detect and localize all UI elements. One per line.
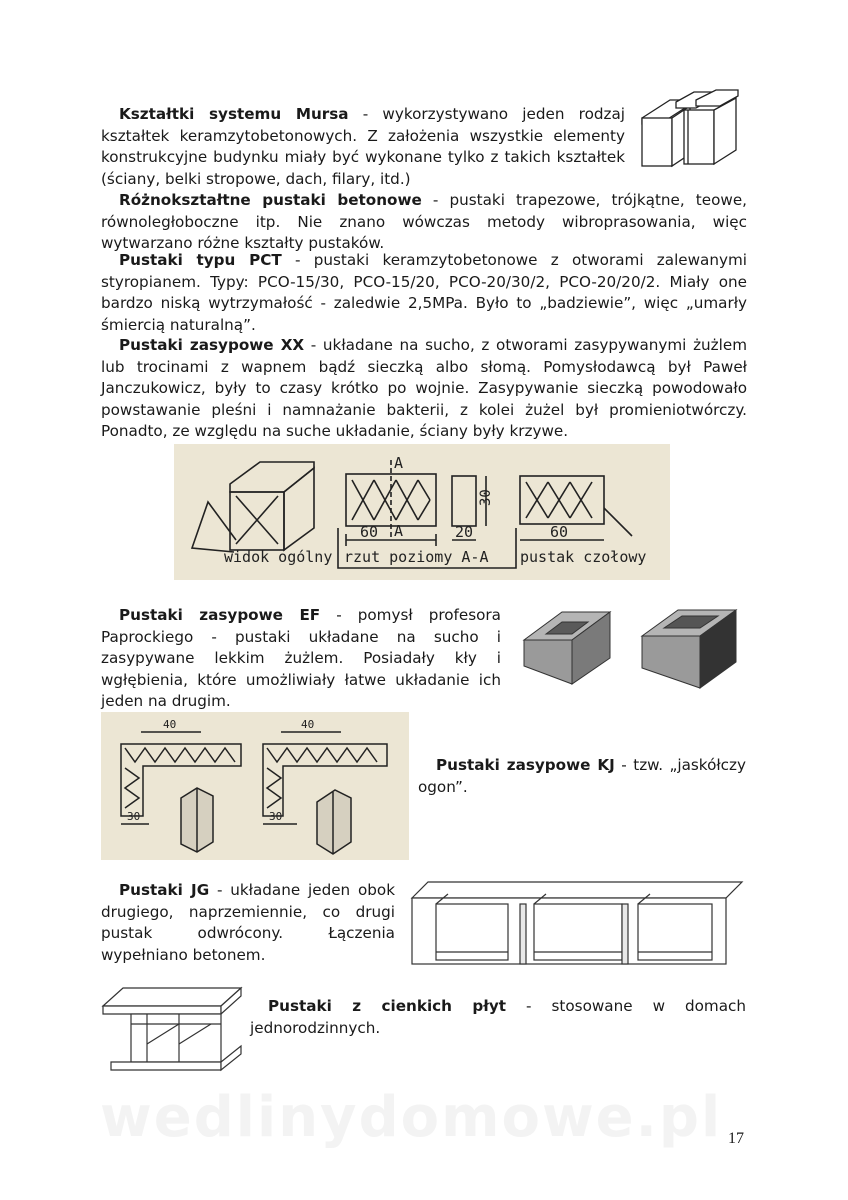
paragraph-mursa <box>101 104 625 190</box>
text-cienkie-plyty: - stosowane w domach jednorodzinnych. <box>250 997 746 1037</box>
xx-dim-60-end: 60 <box>550 523 569 541</box>
jg-blocks-figure <box>410 878 748 970</box>
page-number: 17 <box>728 1130 744 1147</box>
xx-caption-general: widok ogólny <box>224 548 333 566</box>
heading-ef: Pustaki zasypowe EF <box>119 606 321 624</box>
text-pct: - pustaki keramzytobetonowe z otworami zalewanymi styropianem. Typy: PCO-15/30, PCO-15/20, PCO-20/30/2, PCO-20/20/2. Miały one bardzo niską wytrzymałość - zaledwie 2,5MPa. Było to „badziewie”, więc „umarły śmiercią naturalną”. <box>101 251 747 334</box>
paragraph-roznoksztaltne <box>101 190 747 255</box>
kj-dim-40-right: 40 <box>301 718 315 731</box>
xx-dim-30: 30 <box>478 489 494 506</box>
text-xx: - układane na sucho, z otworami zasypywanymi żużlem lub trocinami z wapnem bądź sieczką albo słomą. Pomysłodawcą był Paweł Janczukowicz, były to czasy krótko po wojnie. Zasypywanie sieczką powodowało powstawanie pleśni i namnażanie bakterii, z kolei żużel był promieniotwórczy. Ponadto, ze względu na suche układanie, ściany były krzywe. <box>101 336 747 440</box>
paragraph-ef <box>101 605 501 713</box>
xx-label-a-top: A <box>394 454 404 472</box>
heading-kj: Pustaki zasypowe KJ <box>436 756 615 774</box>
xx-dim-20: 20 <box>455 523 474 541</box>
xx-dim-60-plan: 60 <box>360 523 379 541</box>
paragraph-cienkie-plyty <box>250 996 746 1039</box>
heading-mursa: Kształtki systemu Mursa <box>119 105 349 123</box>
kj-dim-30-right: 30 <box>269 810 283 823</box>
heading-jg: Pustaki JG <box>119 881 210 899</box>
xx-caption-end: pustak czołowy <box>520 548 647 566</box>
heading-cienkie-plyty: Pustaki z cienkich płyt <box>268 997 507 1015</box>
kj-dim-40-left: 40 <box>163 718 177 731</box>
paragraph-pct <box>101 250 747 336</box>
heading-pct: Pustaki typu PCT <box>119 251 282 269</box>
text-kj: - tzw. „jaskółczy ogon”. <box>418 756 746 796</box>
paragraph-xx <box>101 335 747 443</box>
mursa-block-figure <box>636 88 746 170</box>
paragraph-jg <box>101 880 395 966</box>
text-roznoksztaltne: - pustaki trapezowe, trójkątne, teowe, równoległoboczne itp. Nie znano wówczas metody wibroprasowania, więc wytwarzano różne kształty pustaków. <box>101 191 747 252</box>
xx-block-figure <box>174 444 670 580</box>
kj-block-figure <box>101 712 409 860</box>
kj-dim-30-left: 30 <box>127 810 141 823</box>
ef-blocks-figure <box>518 598 748 698</box>
heading-roznoksztaltne: Różnokształtne pustaki betonowe <box>119 191 422 209</box>
thin-plate-block-figure <box>101 984 243 1076</box>
xx-caption-plan: rzut poziomy A-A <box>344 548 489 566</box>
text-mursa: - wykorzystywano jeden rodzaj kształtek keramzytobetonowych. Z założenia wszystkie elementy konstrukcyjne budynku miały być wykonane tylko z takich kształtek (ściany, belki stropowe, dach, filary, itd.) <box>101 105 625 188</box>
xx-label-a-bottom: A <box>394 522 404 540</box>
paragraph-kj <box>418 755 746 798</box>
text-jg: - układane jeden obok drugiego, naprzemiennie, co drugi pustak odwrócony. Łączenia wypełniano betonem. <box>101 881 395 964</box>
text-ef: - pomysł profesora Paprockiego - pustaki układane na sucho i zasypywane lekkim żużlem. Posiadały kły i wgłębienia, które umożliwiały łatwe układanie ich jeden na drugim. <box>101 606 501 710</box>
watermark: wedlinydomowe.pl <box>100 1085 723 1150</box>
heading-xx: Pustaki zasypowe XX <box>119 336 305 354</box>
